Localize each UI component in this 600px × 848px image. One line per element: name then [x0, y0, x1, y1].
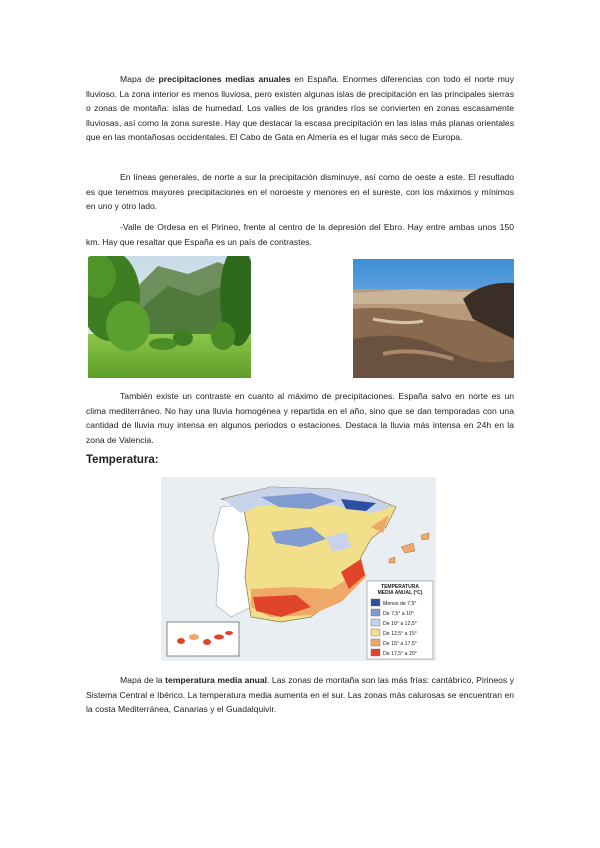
- p2-text: En líneas generales, de norte a sur la precipitación disminuye, así como de oeste a este. El resultado es que tenemos mayores precipitaciones en el noroeste y menores en el sureste, con los máximos y mínimos en uno y otro lado.: [86, 172, 514, 212]
- paragraph-precipitation-map: [86, 72, 514, 145]
- p1-bold: precipitaciones medias anuales: [158, 74, 291, 84]
- p3-text: -Valle de Ordesa en el Pirineo, frente al centro de la depresión del Ebro. Hay entre ambas unos 150 km. Hay que resaltar que España es un país de contrastes.: [86, 222, 514, 247]
- temperature-map: [161, 477, 436, 661]
- p5-bold: temperatura media anual: [165, 675, 268, 685]
- legend-label: De 17,5° a 20°: [383, 651, 417, 657]
- legend-swatch: [371, 619, 380, 626]
- legend-label: De 15° a 17,5°: [383, 641, 417, 647]
- p5-rest: . Las zonas de montaña son las más frías: cantábrico, Pirineos y Sistema Central e Ibérico. La temperatura media aumenta en el sur. Las zonas más calurosas se encuentran en la costa Mediterránea, Canarias y el Guadalquivir.: [86, 675, 514, 715]
- legend-title-line1: TEMPERATURA: [381, 584, 419, 590]
- ordesa-valley-photo: [88, 256, 251, 378]
- legend-swatch: [371, 639, 380, 646]
- ebro-depression-photo: [353, 259, 514, 378]
- legend-swatch: [371, 649, 380, 656]
- p1-lead: Mapa de: [120, 74, 159, 84]
- paragraph-general-lines: [86, 170, 514, 214]
- legend-label: Menos de 7,5°: [383, 601, 417, 607]
- p1-rest: en España. Enormes diferencias con todo el norte muy lluvioso. La zona interior es menos lluviosa, pero existen algunas islas de precipitación en las principales sierras o zonas de montaña: islas de humedad. Los valles de los grandes ríos se convierten en zonas escasamente lluviosas, así como la zona sureste. Hay que destacar la escasa precipitación en las islas más planas orientales que en las montañosas occidentales. El Cabo de Gata en Almería es el lugar más seco de Europa.: [86, 74, 514, 143]
- paragraph-ordesa: [86, 220, 514, 249]
- p5-lead: Mapa de la: [120, 675, 166, 685]
- paragraph-temperature-map: [86, 673, 514, 717]
- paragraph-precipitation-contrast: [86, 389, 514, 447]
- legend-label: De 10° a 12,5°: [383, 621, 417, 627]
- heading-temperatura: Temperatura:: [86, 454, 159, 466]
- legend-title-line2: MEDIA ANUAL (°C): [377, 590, 423, 596]
- legend-swatch: [371, 609, 380, 616]
- legend-label: De 12,5° a 15°: [383, 631, 417, 637]
- legend-swatch: [371, 629, 380, 636]
- legend-swatch: [371, 599, 380, 606]
- p4-text: También existe un contraste en cuanto al máximo de precipitaciones. España salvo en norte es un clima mediterráneo. No hay una lluvia homogénea y repartida en el año, sino que se dan temporadas con una cantidad de lluvia muy intensa en algunos periodos o estaciones. Destaca la lluvia más intensa en 24h en la zona de Valencia.: [86, 391, 514, 445]
- legend-label: De 7,5° a 10°: [383, 611, 414, 617]
